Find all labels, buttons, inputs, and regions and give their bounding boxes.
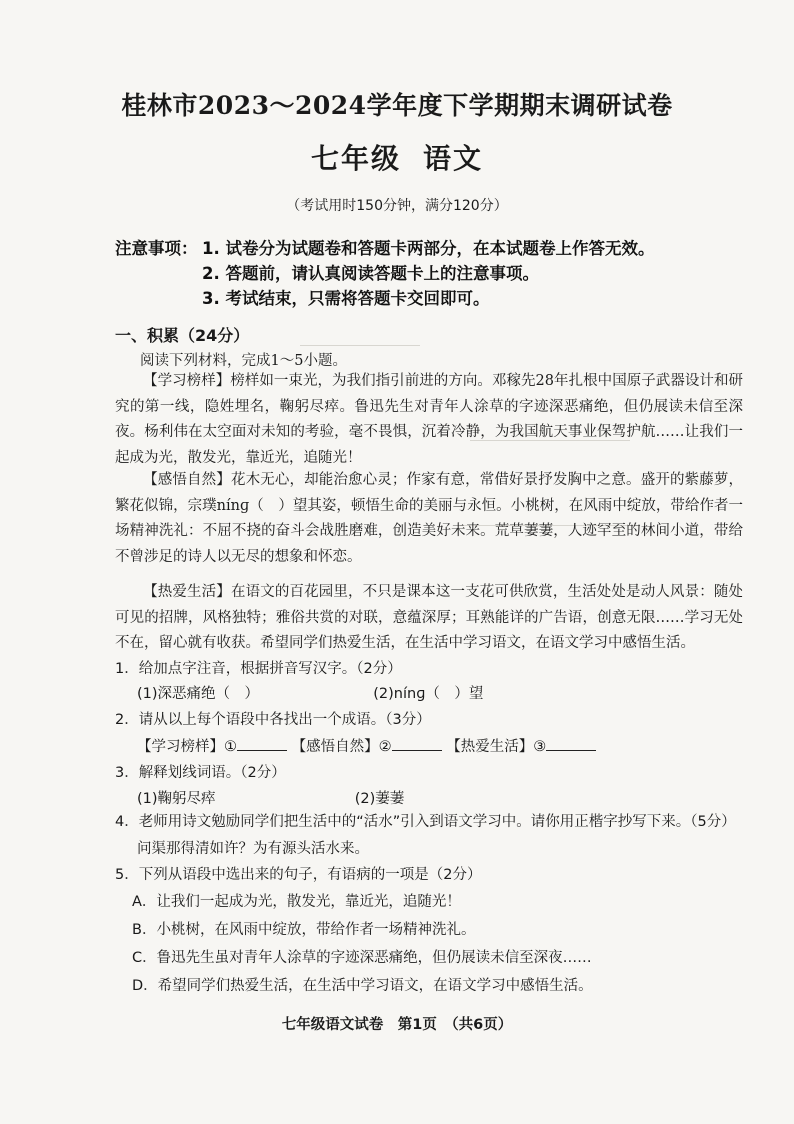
- page-footer: 七年级语文试卷 第1页 （共6页）: [281, 1017, 513, 1033]
- answer-blank[interactable]: [546, 736, 596, 751]
- answer-blank[interactable]: [392, 736, 442, 751]
- question-1-part-1: (1)深恶痛绝（ ）: [137, 686, 260, 702]
- paragraph-nature: [115, 468, 743, 570]
- section-heading: 一、积累（24分）: [115, 326, 250, 345]
- notice-item-3: 3. 考试结束，只需将答题卡交回即可。: [202, 289, 490, 308]
- option-b: B．小桃树，在风雨中绽放，带给作者一场精神洗礼。: [132, 922, 476, 938]
- exam-subtitle: [0, 137, 794, 177]
- question-2-part-3: 【热爱生活】③: [446, 739, 547, 755]
- section-intro: 阅读下列材料，完成1～5小题。: [140, 353, 347, 369]
- question-2: 2．请从以上每个语段中各找出一个成语。（3分）: [115, 712, 431, 728]
- paragraph-text: 【感悟自然】花木无心，却能治愈心灵；作家有意，常借好景抒发胸中之意。盛开的紫藤萝，繁花似锦，宗璞nínɡ（ ）望其姿，顿悟生命的美丽与永恒。小桃树，在风雨中绽放，带给作者一场精神洗礼：不屈不挠的奋斗会战胜磨难，创造美好未来。荒草萋萋，人迹罕至的林间小道，带给不曾涉足的诗人以无尽的想象和怀恋。: [115, 472, 743, 565]
- question-5: 5．下列从语段中选出来的句子，有语病的一项是（2分）: [115, 867, 482, 883]
- paragraph-learning-models: [115, 369, 743, 471]
- question-2-answers: [137, 735, 596, 756]
- exam-title: 桂林市2023～2024学年度下学期期末调研试卷: [121, 91, 673, 120]
- option-a: A．让我们一起成为光，散发光，靠近光，追随光！: [132, 894, 461, 910]
- grade-label: 七年级: [310, 142, 401, 175]
- question-3: 3．解释划线词语。（2分）: [115, 765, 286, 781]
- paragraph-text: 【热爱生活】在语文的百花园里，不只是课本这一支花可供欣赏，生活处处是动人风景：随处可见的招牌，风格独特；雅俗共赏的对联，意蕴深厚；耳熟能详的广告语，创意无限……学习无处不在，留心就有收获。希望同学们热爱生活，在生活中学习语文，在语文学习中感悟生活。: [115, 584, 743, 651]
- question-3-part-2: (2)萋萋: [354, 791, 405, 807]
- answer-blank[interactable]: [237, 736, 287, 751]
- question-4: 4．老师用诗文勉励同学们把生活中的“活水”引入到语文学习中。请你用正楷字抄写下来。（5分）: [115, 814, 736, 830]
- paragraph-text: 【学习榜样】榜样如一束光，为我们指引前进的方向。邓稼先28年扎根中国原子武器设计和研究的第一线，隐姓埋名，鞠躬尽瘁。鲁迅先生对青年人涂草的字迹深恶痛绝，但仍展读未信至深夜。杨利伟在太空面对未知的考验，毫不畏惧，沉着冷静，为我国航天事业保驾护航……让我们一起成为光，散发光，靠近光，追随光！: [115, 373, 743, 466]
- paragraph-life: [115, 580, 743, 657]
- option-c: C．鲁迅先生虽对青年人涂草的字迹深恶痛绝，但仍展读未信至深夜……: [132, 950, 592, 966]
- question-2-part-2: 【感悟自然】②: [291, 739, 392, 755]
- subject-label: 语文: [423, 142, 484, 175]
- question-2-part-1: 【学习榜样】①: [137, 739, 237, 755]
- question-3-answers: [137, 787, 404, 808]
- question-1: 1．给加点字注音，根据拼音写汉字。（2分）: [115, 661, 402, 677]
- question-3-part-1: (1)鞠躬尽瘁: [137, 791, 216, 807]
- question-4-poem: 问渠那得清如许？为有源头活水来。: [137, 841, 369, 857]
- notice-item-2: 2. 答题前，请认真阅读答题卡上的注意事项。: [202, 264, 539, 283]
- question-1-part-2: (2)nínɡ（ ）望: [373, 686, 484, 702]
- exam-time-note: （考试用时150分钟，满分120分）: [286, 198, 508, 214]
- option-d: D．希望同学们热爱生活，在生活中学习语文，在语文学习中感悟生活。: [132, 978, 593, 994]
- question-1-answers: [137, 682, 483, 703]
- notice-item-1: 1. 试卷分为试题卷和答题卡两部分，在本试题卷上作答无效。: [202, 239, 655, 258]
- notice-label: 注意事项：: [115, 239, 198, 258]
